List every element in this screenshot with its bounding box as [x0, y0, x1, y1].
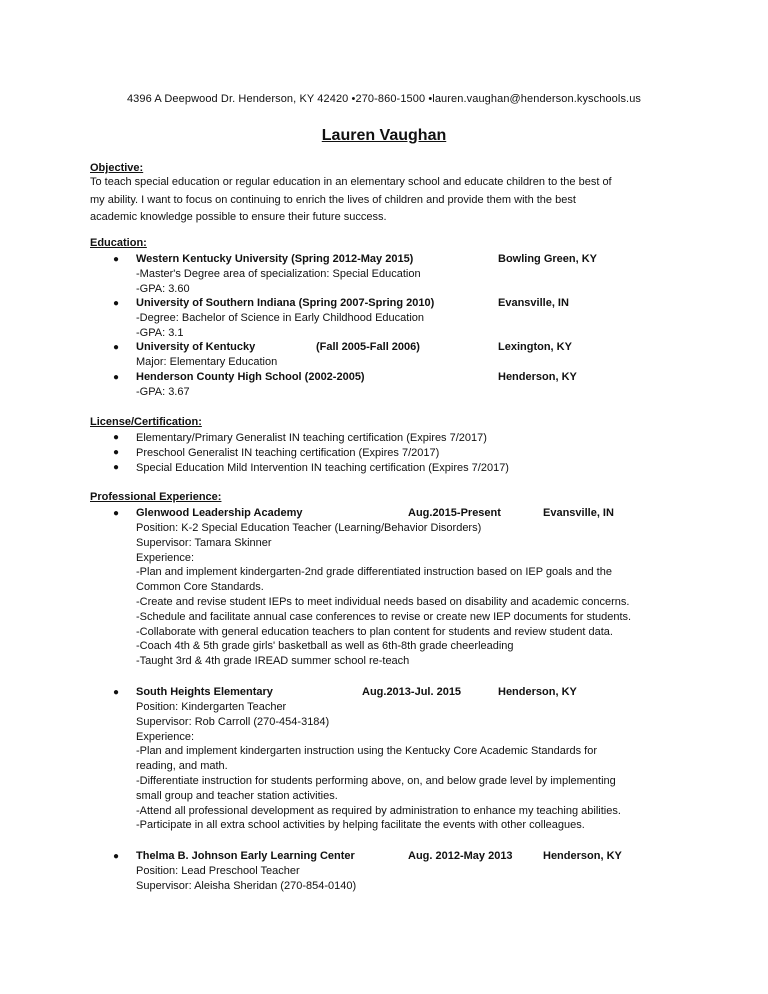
education-details	[136, 385, 190, 400]
education-details	[136, 267, 421, 297]
job-dates: Aug.2015-Present	[408, 507, 501, 519]
job-line: -Coach 4th & 5th grade girls' basketball as well as 6th-8th grade cheerleading	[136, 640, 514, 653]
job-location: Henderson, KY	[543, 850, 622, 862]
education-details	[136, 355, 277, 370]
job-line: Supervisor: Rob Carroll (270-454-3184)	[136, 715, 330, 728]
education-dates: (Fall 2005-Fall 2006)	[316, 341, 420, 353]
job-location: Evansville, IN	[543, 507, 614, 519]
job-line: -Taught 3rd & 4th grade IREAD summer school re-teach	[136, 655, 410, 668]
job-line: Position: Kindergarten Teacher	[136, 701, 287, 713]
education-school: University of Southern Indiana (Spring 2007-Spring 2010)	[136, 297, 435, 309]
education-heading: Education:	[90, 237, 147, 249]
bullet-icon: ●	[113, 461, 120, 473]
job-employer: Thelma B. Johnson Early Learning Center	[136, 850, 355, 862]
objective-line: my ability. I want to focus on continuing to enrich the lives of children and provide them with the best	[90, 193, 576, 206]
objective-text	[90, 174, 690, 227]
license-heading: License/Certification:	[90, 416, 202, 428]
education-detail: -Master's Degree area of specialization: Special Education	[136, 268, 421, 280]
job-line: Common Core Standards.	[136, 581, 264, 594]
bullet-icon: ●	[113, 508, 120, 519]
job-dates: Aug. 2012-May 2013	[408, 850, 513, 862]
bullet-icon: ●	[113, 687, 120, 698]
job-employer: South Heights Elementary	[136, 686, 273, 698]
job-line: reading, and math.	[136, 760, 228, 773]
bullet-icon: ●	[113, 446, 120, 458]
bullet-icon: ●	[113, 432, 120, 443]
job-line: Experience:	[136, 551, 195, 564]
job-details	[136, 521, 631, 669]
job-details	[136, 864, 356, 894]
job-details	[136, 700, 621, 833]
education-details	[136, 311, 424, 341]
education-school: University of Kentucky	[136, 341, 256, 353]
objective-line: academic knowledge possible to ensure their future success.	[90, 211, 387, 223]
bullet-icon: ●	[113, 342, 120, 353]
license-item: ● Elementary/Primary Generalist IN teaching certification (Expires 7/2017)	[113, 432, 487, 444]
resume-name: Lauren Vaughan	[321, 127, 447, 144]
job-line: -Plan and implement kindergarten instruction using the Kentucky Core Academic Standards for	[136, 745, 598, 758]
job-line: -Collaborate with general education teachers to plan content for students and review student data.	[136, 625, 613, 638]
job-line: -Plan and implement kindergarten-2nd grade differentiated instruction based on IEP goals and the	[136, 566, 612, 579]
job-line: -Participate in all extra school activities by helping facilitate the events with other colleagues.	[136, 819, 585, 832]
job-line: Position: Lead Preschool Teacher	[136, 865, 300, 877]
education-school: Henderson County High School (2002-2005)	[136, 371, 365, 383]
bullet-icon: ●	[113, 851, 120, 862]
job-employer: Glenwood Leadership Academy	[136, 507, 303, 519]
objective-line: To teach special education or regular education in an elementary school and educate children to the best of	[90, 176, 612, 188]
education-detail: -GPA: 3.1	[136, 326, 184, 339]
education-location: Evansville, IN	[498, 297, 569, 309]
job-line: -Schedule and facilitate annual case conferences to revise or create new IEP documents for students.	[136, 610, 632, 623]
job-line: Supervisor: Tamara Skinner	[136, 536, 272, 549]
education-location: Bowling Green, KY	[498, 253, 598, 265]
job-line: -Attend all professional development as required by administration to enhance my teaching abilities.	[136, 804, 621, 817]
bullet-icon: ●	[113, 254, 120, 265]
objective-heading: Objective:	[90, 162, 144, 174]
license-item: ● Special Education Mild Intervention IN teaching certification (Expires 7/2017)	[113, 461, 509, 474]
job-line: Experience:	[136, 730, 195, 743]
bullet-icon: ●	[113, 298, 120, 309]
education-location: Lexington, KY	[498, 341, 572, 353]
job-dates: Aug.2013-Jul. 2015	[362, 686, 462, 698]
job-location: Henderson, KY	[498, 686, 577, 698]
contact-line: 4396 A Deepwood Dr. Henderson, KY 42420 •270-860-1500 •lauren.vaughan@henderson.kyschools.us	[126, 93, 642, 105]
education-location: Henderson, KY	[498, 371, 577, 383]
job-line: -Differentiate instruction for students performing above, on, and below grade level by implementing	[136, 774, 616, 787]
education-school: Western Kentucky University (Spring 2012-May 2015)	[136, 253, 414, 265]
license-list	[113, 431, 509, 475]
education-detail: -Degree: Bachelor of Science in Early Childhood Education	[136, 312, 424, 324]
education-detail: Major: Elementary Education	[136, 356, 278, 368]
education-detail: -GPA: 3.67	[136, 386, 190, 398]
job-line: small group and teacher station activities.	[136, 789, 338, 802]
bullet-icon: ●	[113, 372, 120, 383]
education-detail: -GPA: 3.60	[136, 282, 190, 295]
job-line: -Create and revise student IEPs to meet individual needs based on disability and academic concerns.	[136, 595, 630, 608]
license-item: ● Preschool Generalist IN teaching certification (Expires 7/2017)	[113, 446, 440, 459]
experience-heading: Professional Experience:	[90, 491, 222, 503]
job-line: Position: K-2 Special Education Teacher (Learning/Behavior Disorders)	[136, 522, 482, 534]
job-line: Supervisor: Aleisha Sheridan (270-854-0140)	[136, 879, 357, 892]
